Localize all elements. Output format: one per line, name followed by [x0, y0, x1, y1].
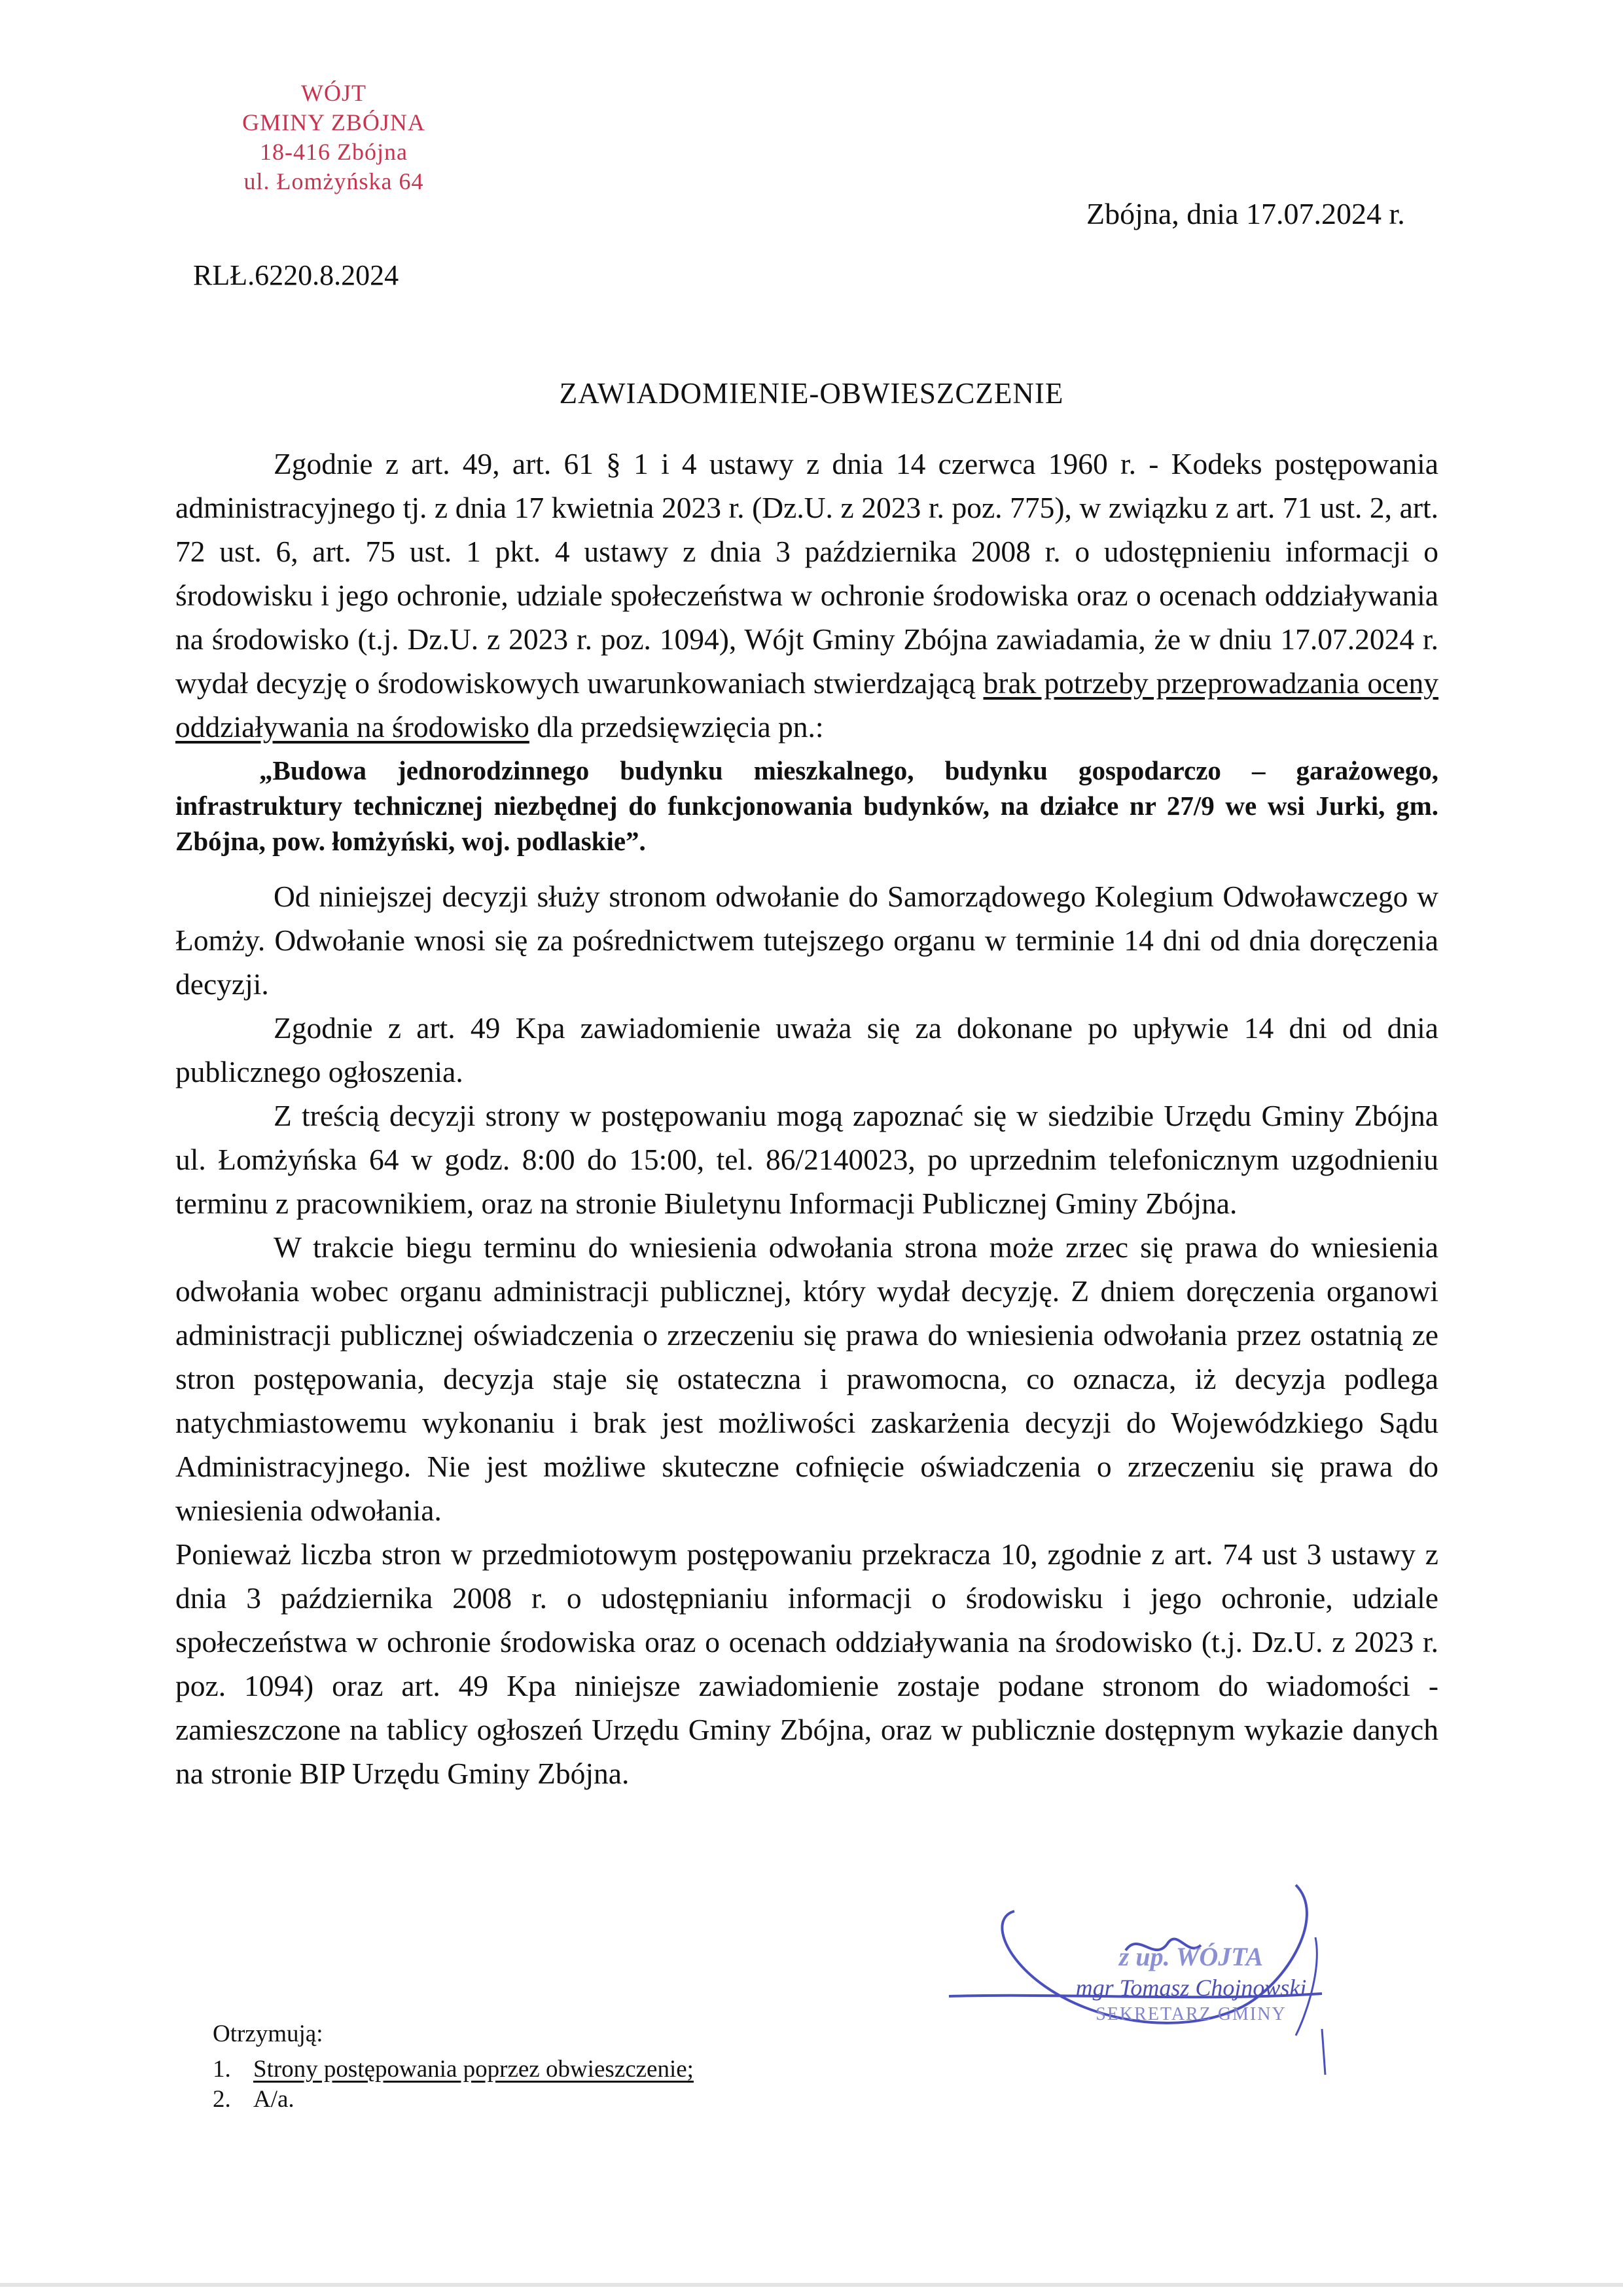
office-stamp	[190, 79, 478, 196]
paragraph-appeal: Od niniejszej decyzji służy stronom odwołanie do Samorządowego Kolegium Odwoławczego w Łomży. Odwołanie wnosi się za pośrednictwem tutejszego organu w terminie 14 dni od dnia doręczenia decyzji.	[175, 880, 1438, 1001]
place-and-date: Zbójna, dnia 17.07.2024 r.	[1086, 197, 1405, 230]
scan-edge-divider	[0, 2283, 1623, 2287]
project-name: „Budowa jednorodzinnego budynku mieszkalnego, budynku gospodarczo – garażowego, infrastruktury technicznej niezbędnej do funkcjonowania budynków, na działce nr 27/9 we wsi Jurki, gm. Zbójna, pow. łomżyński, woj. podlaskie”.	[175, 755, 1438, 856]
document-body	[175, 442, 1438, 1795]
intro-text: Zgodnie z art. 49, art. 61 § 1 i 4 ustawy z dnia 14 czerwca 1960 r. - Kodeks postępowania administracyjnego tj. z dnia 17 kwietnia 2023 r. (Dz.U. z 2023 r. poz. 775), w związku z art. 71 ust. 2, art. 72 ust. 6, art. 75 ust. 1 pkt. 4 ustawy z dnia 3 października 2008 r. o udostępnieniu informacji o środowisku i jego ochronie, udziale społeczeństwa w ochronie środowiska oraz o ocenach oddziaływania na środowisko (t.j. Dz.U. z 2023 r. poz. 1094), Wójt Gminy Zbójna zawiadamia, że w dniu 17.07.2024 r. wydał decyzję o środowiskowych uwarunkowaniach stwierdzającą	[175, 447, 1438, 700]
list-item-text: A/a.	[253, 2086, 294, 2113]
stamp-line-3: 18-416 Zbójna	[260, 139, 408, 165]
list-item	[213, 2085, 694, 2115]
signature-block	[1054, 1941, 1329, 2027]
signature-position: SEKRETARZ GMINY	[1096, 2004, 1287, 2024]
list-item-number: 1.	[213, 2056, 231, 2083]
stamp-line-4: ul. Łomżyńska 64	[243, 168, 424, 194]
recipients-heading: Otrzymują:	[213, 2020, 323, 2047]
list-item-number: 2.	[213, 2086, 231, 2113]
intro-paragraph	[175, 442, 1438, 749]
reference-number: RLŁ.6220.8.2024	[193, 259, 399, 291]
paragraph-publication: Ponieważ liczba stron w przedmiotowym postępowaniu przekracza 10, zgodnie z art. 74 ust 3 ustawy z dnia 3 października 2008 r. o udostępnianiu informacji o środowisku i jego ochronie, udziale społeczeństwa w ochronie środowiska oraz o ocenach oddziaływania na środowisko (t.j. Dz.U. z 2023 r. poz. 1094) oraz art. 49 Kpa niniejsze zawiadomienie zostaje podane stronom do wiadomości - zamieszczone na tablicy ogłoszeń Urzędu Gminy Zbójna, oraz w publicznie dostępnym wykazie danych na stronie BIP Urzędu Gminy Zbójna.	[175, 1537, 1438, 1790]
paragraph-notification: Zgodnie z art. 49 Kpa zawiadomienie uważa się za dokonane po upływie 14 dni od dnia publicznego ogłoszenia.	[175, 1011, 1438, 1088]
intro-text-end: dla przedsięwzięcia pn.:	[529, 710, 824, 744]
intro-underlined-text: brak potrzeby przeprowadzania oceny oddziaływania na środowisko	[175, 666, 1438, 744]
paragraph-access: Z treścią decyzji strony w postępowaniu mogą zapoznać się w siedzibie Urzędu Gminy Zbójna ul. Łomżyńska 64 w godz. 8:00 do 15:00, tel. 86/2140023, po uprzednim telefonicznym uzgodnieniu terminu z pracownikiem, oraz na stronie Biuletynu Informacji Publicznej Gminy Zbójna.	[175, 1099, 1438, 1220]
list-item	[213, 2054, 694, 2085]
stamp-line-2: GMINY ZBÓJNA	[242, 109, 425, 135]
signature-authority: z up. WÓJTA	[1118, 1942, 1264, 1971]
paragraph-waiver: W trakcie biegu terminu do wniesienia odwołania strona może zrzec się prawa do wniesienia odwołania wobec organu administracji publicznej, który wydał decyzję. Z dniem doręczenia organowi administracji publicznej oświadczenia o zrzeczeniu się prawa do wniesienia odwołania przez ostatnią ze stron postępowania, decyzja staje się ostateczna i prawomocna, co oznacza, iż decyzja podlega natychmiastowemu wykonaniu i brak jest możliwości zaskarżenia decyzji do Wojewódzkiego Sądu Administracyjnego. Nie jest możliwe skuteczne cofnięcie oświadczenia o zrzeczeniu się prawa do wniesienia odwołania.	[175, 1230, 1438, 1527]
document-title: ZAWIADOMIENIE-OBWIESZCZENIE	[559, 377, 1064, 410]
recipients-list	[213, 2054, 694, 2115]
signature-name: mgr Tomasz Chojnowski	[1075, 1975, 1307, 2001]
recipients-block	[213, 2019, 694, 2115]
stamp-line-1: WÓJT	[301, 80, 366, 106]
list-item-text: Strony postępowania poprzez obwieszczenie;	[253, 2056, 694, 2083]
